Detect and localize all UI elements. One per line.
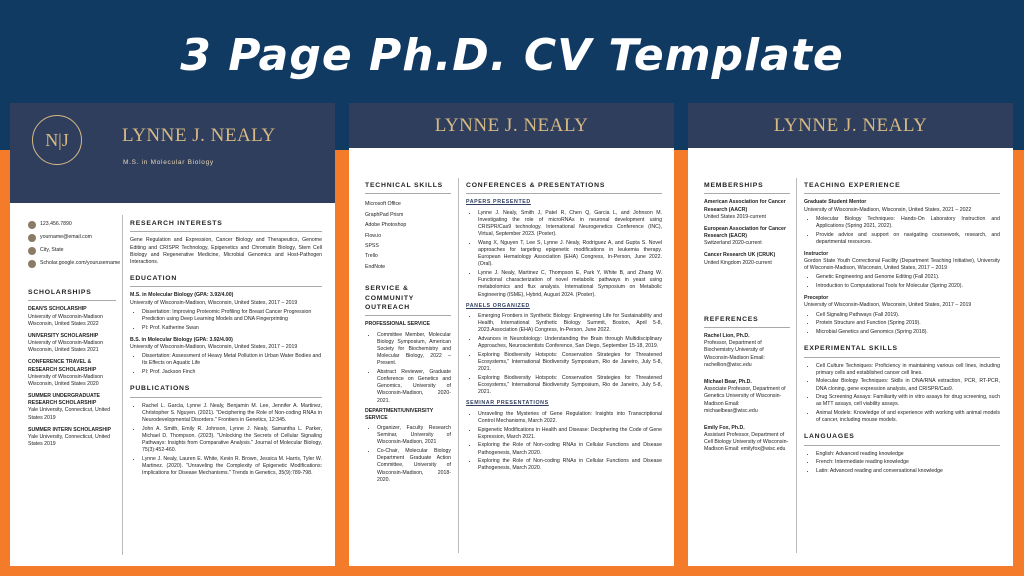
column-divider	[122, 215, 123, 555]
section-heading: RESEARCH INTERESTS	[130, 219, 322, 232]
section-heading: CONFERENCES & PRESENTATIONS	[466, 181, 662, 194]
cv-page-1	[10, 103, 335, 566]
publication-item: • John A. Smith, Emily R. Johnson, Lynne J. Nealy, Samantha L. Parker, Michael D. Thompson. (2023). "Unlocking the Secrets of Cellular Signaling Pathways: Insights from Comparative Analysis." Journal of Molecular Biology, 75(3):452-460.	[142, 426, 322, 455]
membership-entry: Cancer Research UK (CRUK) United Kingdom 2020-current	[704, 252, 776, 266]
scholar-icon	[28, 260, 36, 268]
teaching-entry: Preceptor University of Wisconsin-Madison, Wisconsin, United States, 2017 – 2019 • Cell Signaling Pathways (Fall 2019). • Protein Structure and Function (Spring 2019). • Microbial Genetics and Genomics (Spring 2018).	[804, 295, 1000, 336]
reference-entry: Michael Bear, Ph.D. Associate Professor, Department of Genetics University of Wisconsin-Madison Email: michaelbear@wisc.edu	[704, 378, 786, 414]
section-heading: TECHNICAL SKILLS	[365, 181, 451, 194]
subsection-heading: SEMINAR PRESENTATIONS	[466, 400, 549, 407]
right-column	[804, 173, 1000, 478]
teaching-entry: Graduate Student Mentor University of Wisconsin-Madison, Wisconsin, United States, 2021 – 2022 • Molecular Biology Techniques: Hands-On Laboratory Instruction and Applications (Spring 2021, 2022). • Provide advice and support on navigating coursework, research, and departmental resources.	[804, 199, 1000, 246]
banner-title: 3 Page Ph.D. CV Template	[180, 30, 844, 81]
section-heading: EDUCATION	[130, 274, 322, 287]
publication-item: • Rachel L. Garcia, Lynne J. Nealy, Benjamin M. Lee, Jennifer A. Martinez, Christopher S. Nguyen. (2021). "Deciphering the Role of Non-coding RNAs in Neurodevelopmental Disorders." Frontiers in Genetics, 12:345.	[142, 403, 322, 425]
cv-degree: M.S. in Molecular Biology	[123, 159, 214, 166]
section-heading: LANGUAGES	[804, 432, 1000, 445]
scholarship-entry: DEAN'S SCHOLARSHIP University of Wisconsin-Madison Wisconsin, United States 2022	[28, 306, 103, 327]
skills-list: Microsoft Office GraphPad Prism Adobe Photoshop Flow.io SPSS Trello EndNote	[365, 201, 407, 270]
education-entry: B.S. in Molecular Biology (GPA: 3.92/4.00) University of Wisconsin-Madison, Wisconsin, United States, 2017 – 2019 • Dissertation: Assessment of Heavy Metal Pollution in Urban Water Bodies and Its Effects on Aquatic Life • PI: Prof. Jackson Finch	[130, 337, 322, 376]
email-icon	[28, 234, 36, 242]
membership-entry: European Association for Cancer Research (EACR) Switzerland 2020-current	[704, 225, 786, 247]
experimental-skills-list: • Cell Culture Techniques: Proficiency in maintaining various cell lines, including primary cells and established cancer cell lines. • Molecular Biology Techniques: Skills in DNA/RNA extraction, PCR, RT-PCR, DNA cloning, gene expression analysis, and CRISPR/Cas9. • Drug Screening Assays: Familiarity with in vitro assays for drug screening, such as MTT assays, cell viability assays. • Animal Models: Knowledge of and experience with working with animal models of cancer, including mouse models.	[804, 363, 1000, 425]
location-icon	[28, 247, 36, 255]
email-contact: yourname@email.com	[28, 234, 116, 242]
section-heading: PUBLICATIONS	[130, 384, 322, 397]
teaching-entry: Instructor Gordon State Youth Correctional Facility (Department Teaching Initiative), University of Wisconsin-Madison, Wisconsin, United States, 2017 – 2019 • Genetic Engineering and Genome Editing (Fall 2021). • Introduction to Computational Tools for Molecular (Spring 2020).	[804, 251, 1000, 290]
phone-contact: 123.456.7890	[28, 221, 116, 229]
section-heading: SCHOLARSHIPS	[28, 288, 116, 301]
reference-entry: Emily Fox, Ph.D. Assistant Professor, Department of Cell Biology University of Wisconsin-Madison Email: emilyfox@wisc.edu	[704, 424, 789, 453]
column-divider	[796, 178, 797, 553]
research-interests: Gene Regulation and Expression, Cancer Biology and Therapeutics, Genome Editing and CRISPR Technology, Epigenetics and Chromatin Biology, Stem Cell Biology and Regenerative Medicine, Microbial Genomics and Host-Pathogen Interactions.	[130, 237, 322, 265]
publication-list	[130, 403, 322, 478]
cv-name: LYNNE J. NEALY	[122, 125, 276, 146]
monogram-logo: N|J	[32, 115, 82, 165]
scholarship-entry: SUMMER INTERN SCHOLARSHIP Yale University, Connecticut, United States 2019	[28, 426, 112, 448]
education-entry: M.S. in Molecular Biology (GPA: 3.92/4.00) University of Wisconsin-Madison, Wisconsin, United States, 2017 – 2019 • Dissertation: Improving Proteomic Profiling for Breast Cancer Progression Prediction using Deep Learning Models and DNA Fingerprinting • PI: Prof. Katherine Swan	[130, 292, 322, 331]
left-column: TECHNICAL SKILLS Microsoft Office GraphPad Prism Adobe Photoshop Flow.io SPSS Trello EndNote SERVICE & COMMUNITY OUTREACH PROFESSIONAL SERVICE • Committee Member, Molecular Biology Symposium, American Society for Biochemistry and Molecular Biology, 2022 – Present. • Abstract Reviewer, Graduate Conference on Genetics and Genomics, University of Wisconsin-Madison, 2020-2021. DEPARTMENT/UNIVERSITY SERVICE • Organizer, Faculty Research Seminar, University of Wisconsin-Madison, 2021 • Co-Chair, Molecular Biology Department Graduate Action Committee, University of Wisconsin-Madison, 2018-2020.	[365, 173, 451, 487]
cv-page-3	[688, 103, 1013, 566]
scholar-contact: Scholar.google.com/yourusername	[28, 260, 116, 268]
reference-entry: Rachel Lion, Ph.D. Professor, Department of Biochemistry University of Wisconsin-Madison Email: rachellion@wisc.edu	[704, 333, 765, 368]
page-header	[10, 103, 335, 203]
page-name-header: LYNNE J. NEALY	[349, 103, 674, 148]
section-heading: EXPERIMENTAL SKILLS	[804, 344, 1000, 357]
page-name-header: LYNNE J. NEALY	[688, 103, 1013, 148]
scholarship-entry: CONFERENCE TRAVEL & RESEARCH SCHOLARSHIP University of Wisconsin-Madison Wisconsin, United States 2020	[28, 359, 103, 387]
right-column: CONFERENCES & PRESENTATIONS PAPERS PRESENTED • Lynne J. Nealy, Smith J, Patel R, Chen Q, Garcia L, and Johnson M. Investigating the role of microRNAs in neuronal development using CRISPR/Cas9 technology. International Neurogenetics Conference (INC), Virtual, September 2023. (Poster). • Wang X, Nguyen T, Lee S, Lynne J. Nealy, Rodriguez A, and Gupta S. Novel approaches for targeting epigenetic modifications in leukemia therapy. European Hematology Association (EHA) Congress, In-Person, June 2022. (Oral). • Lynne J. Nealy, Martinez C, Thompson E, Park Y, White B, and Zhang W. Functional characterization of novel metabolic pathways in yeast using metabolomics and flux analysis. International Symposium on Metabolic Engineering (ISME), Hybrid, August 2024. (Poster). PANELS ORGANIZED • Emerging Frontiers in Synthetic Biology: Engineering Life for Sustainability and Health, International Synthetic Biology Summit, Boston, April 5-8, 2023.Association (EHA) Congress, In-Person, June 2022. • Advances in Neurobiology: Understanding the Brain through Multidisciplinary Approaches, Neuroscientists Conference, San Diego, September 15-18, 2019. • Exploring Biodiversity Hotspots: Conservation Strategies for Threatened Ecosystems," International Biodiversity Symposium, Rio de Janeiro, July 5-8, 2021. • Exploring Biodiversity Hotspots: Conservation Strategies for Threatened Ecosystems," International Biodiversity Symposium, Rio de Janeiro, July 5-8, 2021. SEMINAR PRESENTATIONS • Unraveling the Mysteries of Gene Regulation: Insights into Transcriptional Control Mechanisms, March 2022. • Epigenetic Modifications in Health and Disease: Deciphering the Code of Gene Expression, March 2021. • Exploring the Role of Non-coding RNAs in Cellular Functions and Disease Pathogenesis, March 2020. • Exploring the Role of Non-coding RNAs in Cellular Functions and Disease Pathogenesis, March 2020.	[466, 173, 662, 476]
languages-list: • English: Advanced reading knowledge • French: Intermediate reading knowledge • Latin: Advanced reading and conversational knowledge	[804, 451, 1000, 476]
membership-entry: American Association for Cancer Research (AACR) United States 2019-current	[704, 199, 786, 220]
publication-item: • Lynne J. Nealy, Lauren E. White, Kevin R. Brown, Jessica M. Harris, Tyler W. Martinez. (2020). "Unraveling the Complexity of Epigenetic Modifications: Implications for Disease Mechanisms." Trends in Genetics, 35(9):789-798.	[142, 456, 322, 478]
section-heading: TEACHING EXPERIENCE	[804, 181, 1000, 194]
section-heading: MEMBERSHIPS	[704, 181, 790, 194]
column-divider	[458, 178, 459, 553]
scholarship-entry: UNIVERSITY SCHOLARSHIP University of Wisconsin-Madison Wisconsin, United States 2021	[28, 332, 103, 354]
section-heading: SERVICE & COMMUNITY OUTREACH	[365, 284, 451, 316]
left-column	[704, 173, 790, 459]
cv-page-2	[349, 103, 674, 566]
service-list: • Organizer, Faculty Research Seminar, University of Wisconsin-Madison, 2021 • Co-Chair, Molecular Biology Department Graduate Action Committee, University of Wisconsin-Madison, 2018-2020.	[365, 425, 451, 484]
left-column	[28, 221, 121, 453]
service-list: • Committee Member, Molecular Biology Symposium, American Society for Biochemistry and Molecular Biology, 2022 – Present. • Abstract Reviewer, Graduate Conference on Genetics and Genomics, University of Wisconsin-Madison, 2020-2021.	[365, 332, 451, 405]
right-column	[130, 211, 322, 480]
location-contact: City, State	[28, 247, 116, 255]
phone-icon	[28, 221, 36, 229]
subsection-heading: PAPERS PRESENTED	[466, 199, 531, 206]
section-heading: REFERENCES	[704, 315, 790, 328]
subsection-heading: PANELS ORGANIZED	[466, 302, 530, 309]
scholarship-entry: SUMMER UNDERGRADUATE RESEARCH SCHOLARSHIP Yale University, Connecticut, United States 2019	[28, 393, 110, 421]
